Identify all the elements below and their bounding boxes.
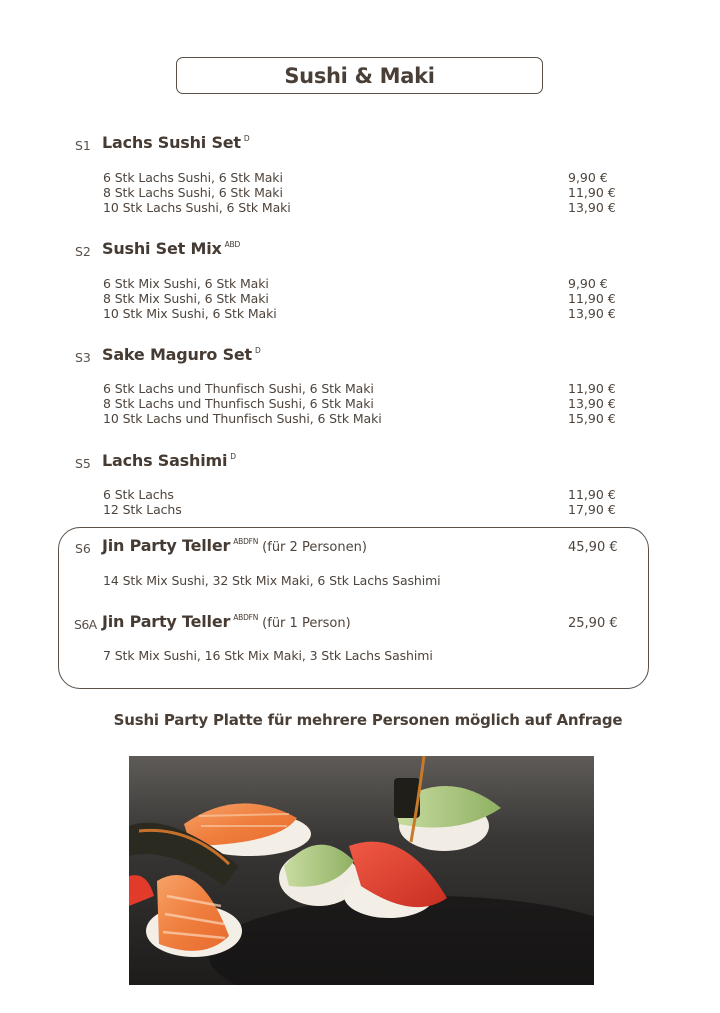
allergen-codes: ABD (224, 240, 241, 249)
item-name: Jin Party Teller $^{ABDFN}$ (für 1 Person) (102, 612, 351, 631)
item-price: 13,90 € (568, 306, 616, 321)
item-name: Sushi Set Mix $^{ABD}$ (102, 239, 241, 258)
item-option: 10 Stk Lachs Sushi, 6 Stk Maki (103, 200, 291, 215)
item-price: 13,90 € (568, 396, 616, 411)
title-box (176, 57, 543, 94)
item-option: 8 Stk Lachs Sushi, 6 Stk Maki (103, 185, 283, 200)
allergen-codes: ABDFN (233, 613, 259, 622)
item-code: S5 (75, 456, 91, 471)
item-price: 11,90 € (568, 381, 616, 396)
item-option: 10 Stk Mix Sushi, 6 Stk Maki (103, 306, 277, 321)
item-option: 6 Stk Lachs und Thunfisch Sushi, 6 Stk Maki (103, 381, 374, 396)
serving-note: (für 2 Personen) (262, 540, 367, 555)
item-option: 6 Stk Lachs (103, 487, 174, 502)
allergen-codes: D (230, 452, 236, 461)
item-code: S3 (75, 350, 91, 365)
item-name: Lachs Sashimi $^D$ (102, 451, 236, 470)
item-name: Lachs Sushi Set $^D$ (102, 133, 250, 152)
page-title: Sushi & Maki (284, 63, 435, 88)
item-price: 13,90 € (568, 200, 616, 215)
allergen-codes: ABDFN (233, 537, 259, 546)
item-description: 7 Stk Mix Sushi, 16 Stk Mix Maki, 3 Stk Lachs Sashimi (103, 648, 433, 663)
party-platter-note: Sushi Party Platte für mehrere Personen möglich auf Anfrage (113, 711, 623, 729)
item-code: S6A (74, 617, 97, 632)
item-price: 25,90 € (568, 616, 618, 631)
item-option: 10 Stk Lachs und Thunfisch Sushi, 6 Stk Maki (103, 411, 382, 426)
allergen-codes: D (243, 134, 250, 143)
item-code: S1 (75, 138, 91, 153)
sushi-photo (129, 756, 594, 985)
item-price: 9,90 € (568, 170, 608, 185)
item-price: 9,90 € (568, 276, 608, 291)
item-code: S2 (75, 244, 91, 259)
allergen-codes: D (255, 346, 261, 355)
item-option: 8 Stk Lachs und Thunfisch Sushi, 6 Stk Maki (103, 396, 374, 411)
item-price: 11,90 € (568, 487, 616, 502)
item-code: S6 (75, 541, 91, 556)
item-option: 6 Stk Mix Sushi, 6 Stk Maki (103, 276, 269, 291)
item-name: Sake Maguro Set $^D$ (102, 345, 261, 364)
item-price: 17,90 € (568, 502, 616, 517)
item-option: 8 Stk Mix Sushi, 6 Stk Maki (103, 291, 269, 306)
item-price: 15,90 € (568, 411, 616, 426)
item-description: 14 Stk Mix Sushi, 32 Stk Mix Maki, 6 Stk Lachs Sashimi (103, 573, 441, 588)
item-name: Jin Party Teller $^{ABDFN}$ (für 2 Personen) (102, 536, 367, 555)
item-price: 11,90 € (568, 185, 616, 200)
serving-note: (für 1 Person) (262, 616, 351, 631)
item-option: 12 Stk Lachs (103, 502, 182, 517)
item-price: 45,90 € (568, 540, 618, 555)
item-option: 6 Stk Lachs Sushi, 6 Stk Maki (103, 170, 283, 185)
item-price: 11,90 € (568, 291, 616, 306)
